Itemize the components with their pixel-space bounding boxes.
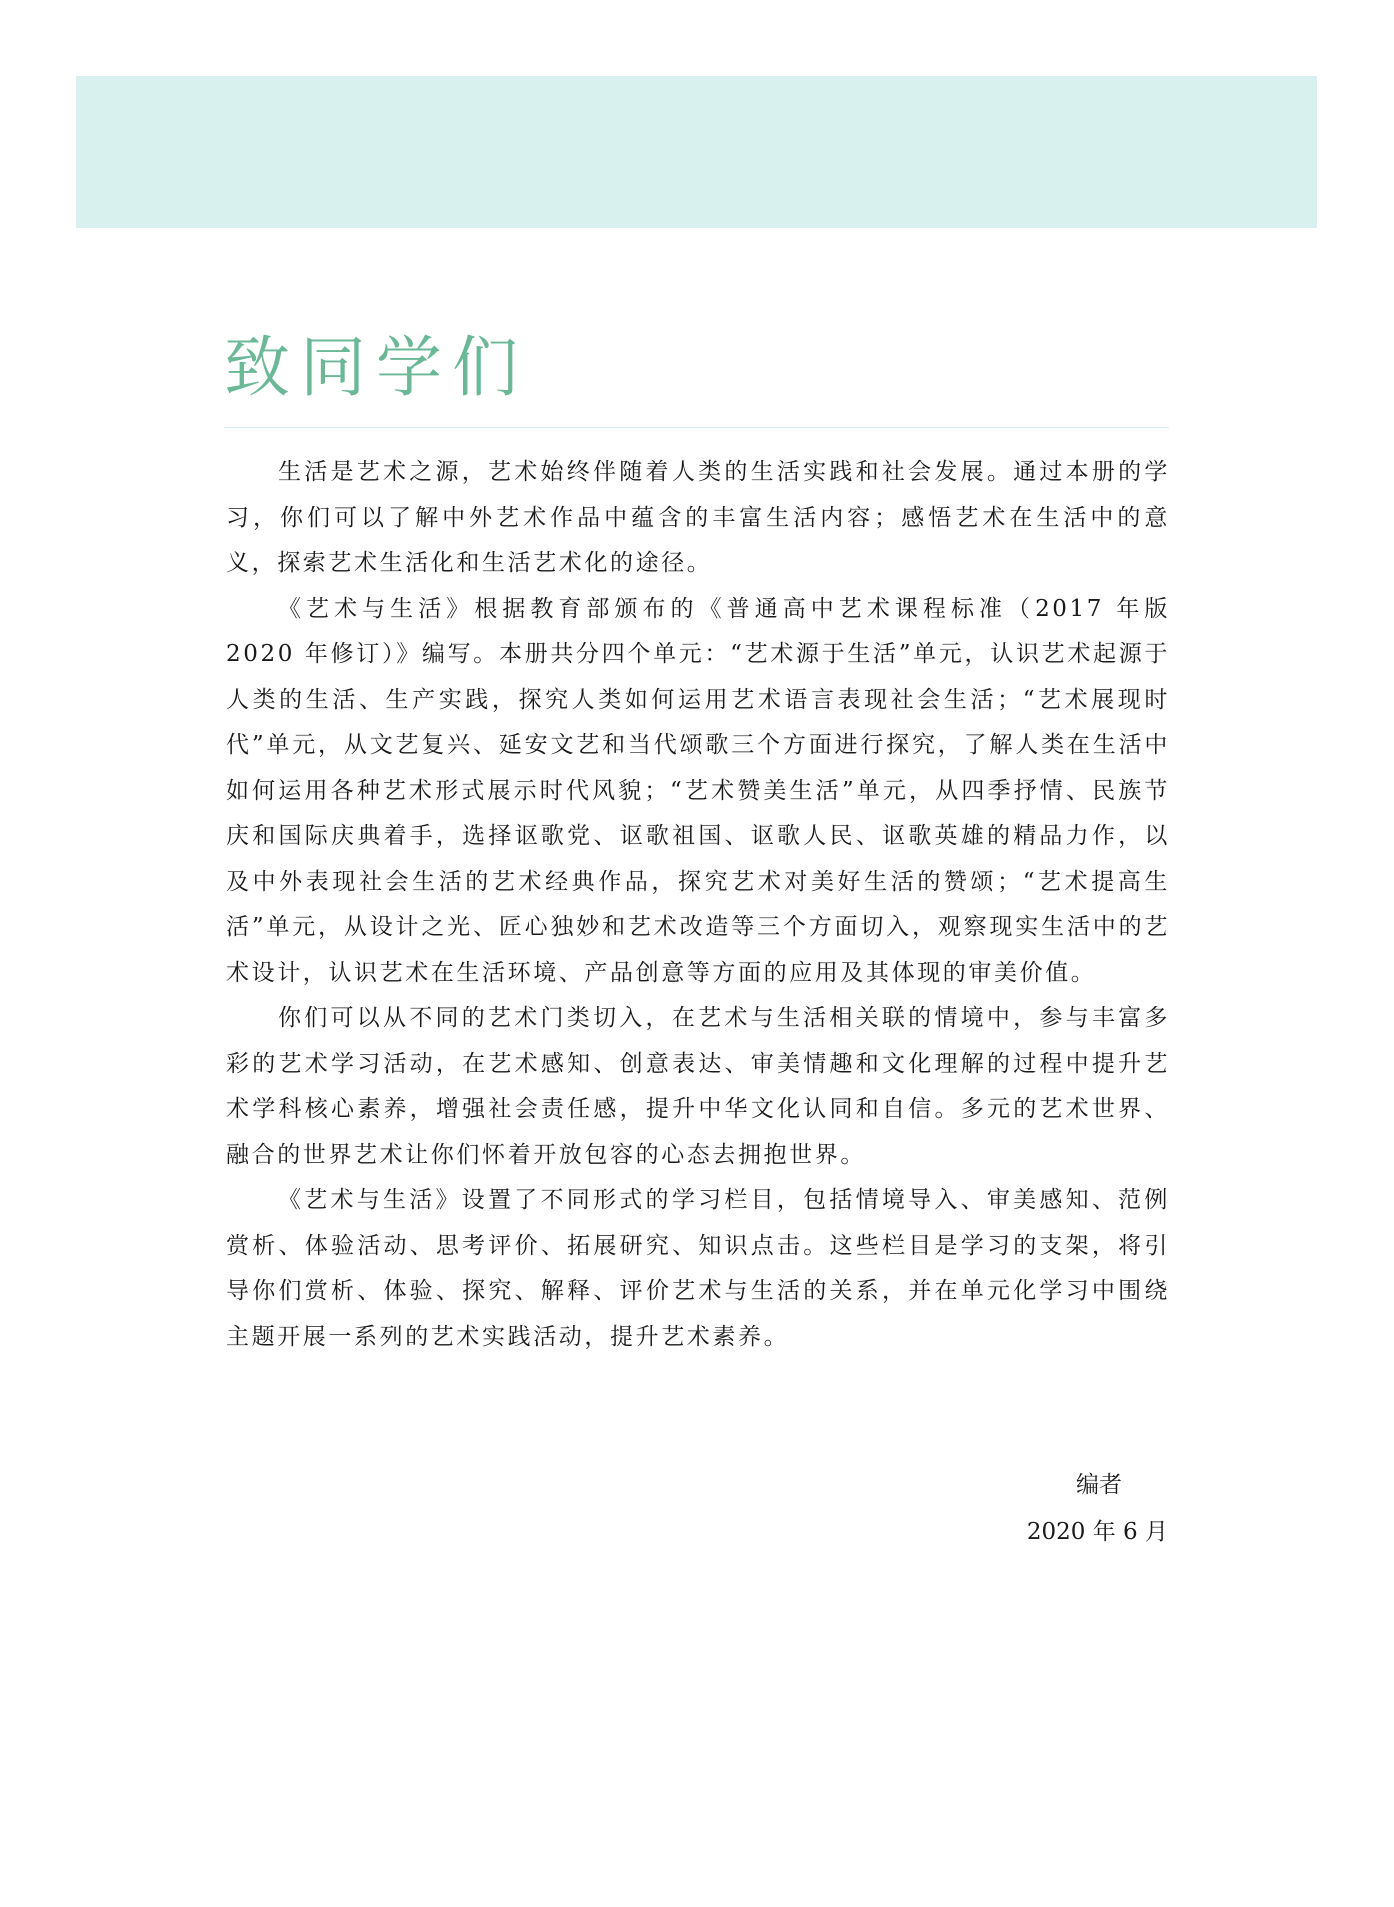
signature-author: 编者 (1076, 1472, 1122, 1498)
letter-body (226, 450, 1170, 1360)
header-banner (76, 76, 1317, 228)
signature-block (1027, 1462, 1168, 1556)
paragraph: 《艺术与生活》根据教育部颁布的《普通高中艺术课程标准（2017 年版 2020 年修订）》编写。本册共分四个单元：“艺术源于生活”单元，认识艺术起源于人类的生活、生产实践，探究人类如何运用艺术语言表现社会生活；“艺术展现时代”单元，从文艺复兴、延安文艺和当代颂歌三个方面进行探究，了解人类在生活中如何运用各种艺术形式展示时代风貌；“艺术赞美生活”单元，从四季抒情、民族节庆和国际庆典着手，选择讴歌党、讴歌祖国、讴歌人民、讴歌英雄的精品力作，以及中外表现社会生活的艺术经典作品，探究艺术对美好生活的赞颂；“艺术提高生活”单元，从设计之光、匠心独妙和艺术改造等三个方面切入，观察现实生活中的艺术设计，认识艺术在生活环境、产品创意等方面的应用及其体现的审美价值。 (226, 595, 1170, 986)
page-title: 致同学们 (224, 329, 528, 406)
signature-date: 2020 年 6 月 (1026, 1519, 1168, 1545)
title-divider (224, 427, 1169, 428)
paragraph: 你们可以从不同的艺术门类切入，在艺术与生活相关联的情境中，参与丰富多彩的艺术学习活动，在艺术感知、创意表达、审美情趣和文化理解的过程中提升艺术学科核心素养，增强社会责任感，提升中华文化认同和自信。多元的艺术世界、融合的世界艺术让你们怀着开放包容的心态去拥抱世界。 (226, 1005, 1170, 1168)
paragraph: 生活是艺术之源，艺术始终伴随着人类的生活实践和社会发展。通过本册的学习，你们可以了解中外艺术作品中蕴含的丰富生活内容；感悟艺术在生活中的意义，探索艺术生活化和生活艺术化的途径。 (226, 459, 1170, 576)
paragraph: 《艺术与生活》设置了不同形式的学习栏目，包括情境导入、审美感知、范例赏析、体验活动、思考评价、拓展研究、知识点击。这些栏目是学习的支架，将引导你们赏析、体验、探究、解释、评价艺术与生活的关系，并在单元化学习中围绕主题开展一系列的艺术实践活动，提升艺术素养。 (226, 1187, 1170, 1350)
